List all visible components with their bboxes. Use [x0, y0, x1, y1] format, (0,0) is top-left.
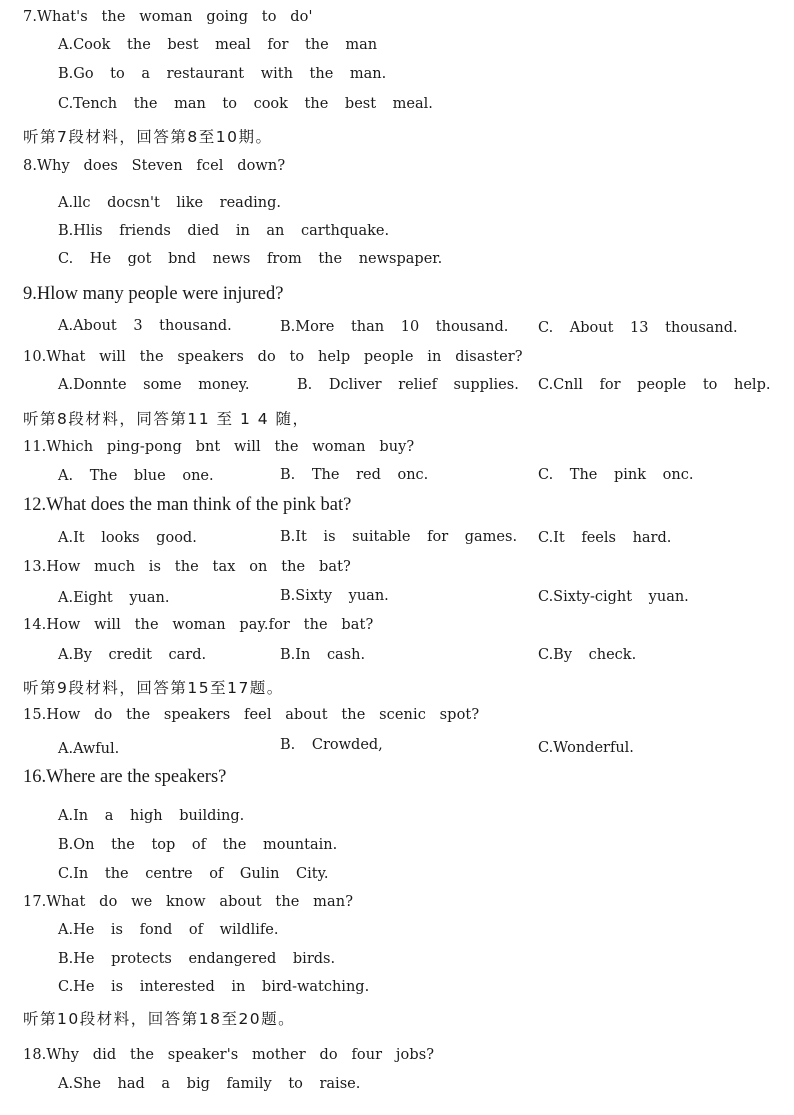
option-16b: B.On the top of the mountain.	[58, 837, 338, 853]
option-8c: C. He got bnd news from the newspaper.	[58, 251, 443, 267]
section-heading-7: 听第7段材料，回答第8至10期。	[23, 128, 273, 146]
option-10a: A.Donnte some money.	[58, 377, 250, 393]
option-7a: A.Cook the best meal for the man	[58, 37, 378, 53]
question-14: 14.How will the woman pay.for the bat?	[23, 617, 374, 633]
option-15b: B. Crowded,	[280, 737, 383, 753]
question-13: 13.How much is the tax on the bat?	[23, 559, 351, 575]
option-9c: C. About 13 thousand.	[538, 320, 738, 336]
option-10c: C.Cnll for people to help.	[538, 377, 771, 393]
question-11: 11.Which ping-pong bnt will the woman buy?	[23, 439, 415, 455]
option-15a: A.Awful.	[58, 741, 120, 757]
option-12b: B.It is suitable for games.	[280, 529, 518, 545]
section-heading-10: 听第10段材料，回答第18至20题。	[23, 1010, 296, 1028]
question-10: 10.What will the speakers do to help people in disaster?	[23, 349, 523, 365]
option-9b: B.More than 10 thousand.	[280, 319, 509, 335]
option-14a: A.By credit card.	[58, 647, 207, 663]
option-8a: A.llc docsn't like reading.	[58, 195, 281, 211]
option-10b: B. Dcliver relief supplies.	[297, 377, 519, 393]
option-13b: B.Sixty yuan.	[280, 588, 389, 604]
option-18a: A.She had a big family to raise.	[58, 1076, 361, 1092]
option-7b: B.Go to a restaurant with the man.	[58, 66, 387, 82]
option-17b: B.He protects endangered birds.	[58, 951, 336, 967]
section-heading-9: 听第9段材料，回答第15至17题。	[23, 679, 284, 697]
option-9a: A.About 3 thousand.	[58, 318, 232, 334]
option-11b: B. The red onc.	[280, 467, 429, 483]
question-17: 17.What do we know about the man?	[23, 894, 354, 910]
question-15: 15.How do the speakers feel about the scenic spot?	[23, 707, 480, 723]
option-13c: C.Sixty-cight yuan.	[538, 589, 689, 605]
option-14c: C.By check.	[538, 647, 637, 663]
option-17c: C.He is interested in bird-watching.	[58, 979, 370, 995]
option-17a: A.He is fond of wildlife.	[58, 922, 279, 938]
option-16a: A.In a high building.	[58, 808, 245, 824]
option-16c: C.In the centre of Gulin City.	[58, 866, 329, 882]
option-13a: A.Eight yuan.	[58, 590, 170, 606]
option-11a: A. The blue one.	[58, 468, 214, 484]
question-18: 18.Why did the speaker's mother do four jobs?	[23, 1047, 435, 1063]
question-8: 8.Why does Steven fcel down?	[23, 158, 286, 174]
option-12a: A.It looks good.	[58, 530, 197, 546]
question-12: 12.What does the man think of the pink bat?	[23, 495, 352, 515]
option-7c: C.Tench the man to cook the best meal.	[58, 96, 433, 112]
option-8b: B.Hlis friends died in an carthquake.	[58, 223, 390, 239]
option-15c: C.Wonderful.	[538, 740, 634, 756]
option-14b: B.In cash.	[280, 647, 366, 663]
question-16: 16.Where are the speakers?	[23, 767, 227, 787]
option-11c: C. The pink onc.	[538, 467, 694, 483]
option-12c: C.It feels hard.	[538, 530, 672, 546]
section-heading-8: 听第8段材料，同答第11 至 1 4 随，	[23, 410, 310, 428]
question-7: 7.What's the woman going to do'	[23, 9, 313, 25]
question-9: 9.Hlow many people were injured?	[23, 284, 284, 304]
